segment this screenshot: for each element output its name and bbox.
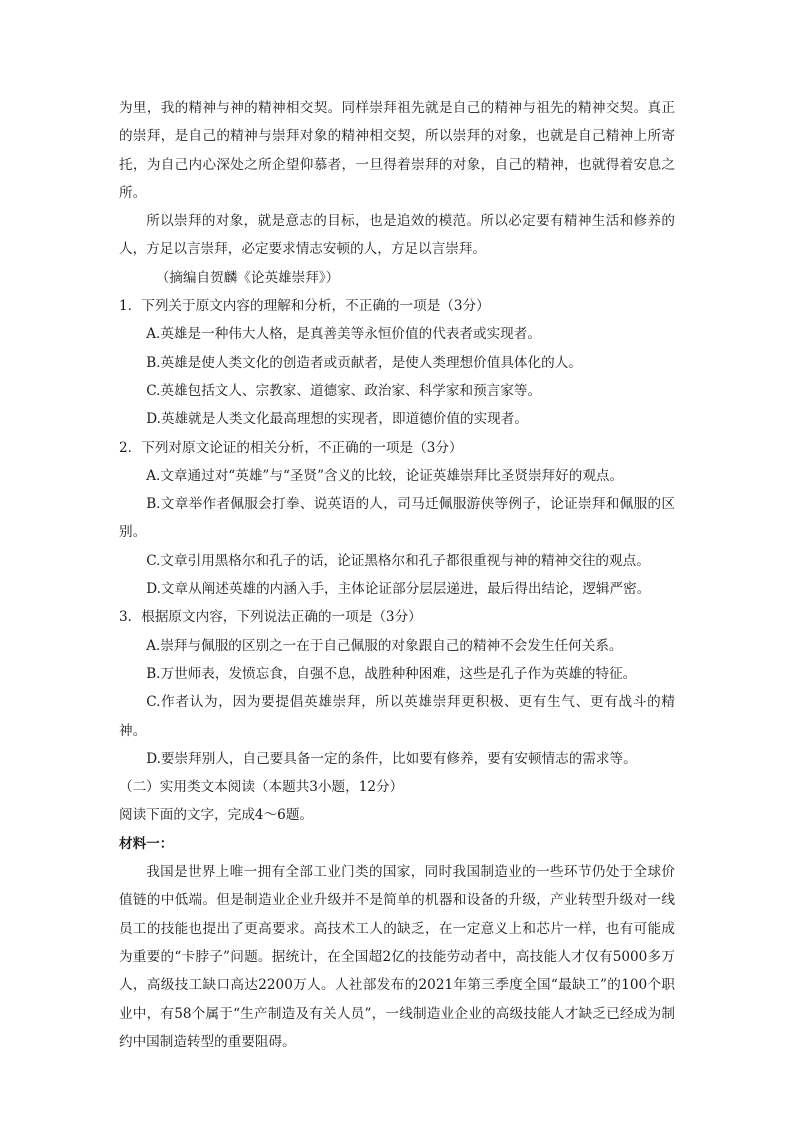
question-3-option-b: B.万世师表，发愤忘食，自强不息，战胜种种困难，这些是孔子作为英雄的特征。 <box>146 665 637 682</box>
material-1-text: 我国是世界上唯一拥有全部工业门类的国家，同时我国制造业的一些环节仍处于全球价值链的中低端。但是制造业企业升级并不是简单的机器和设备的升级，产业转型升级对一线员工的技能也提出了更高要求。高技术工人的缺乏，在一定意义上和芯片一样，也有可能成为重要的“卡脖子”问题。据统计，在全国超2亿的技能劳动者中，高技能人才仅有5000多万人，高级技工缺口高达2200万人。人社部发布的2021年第三季度全国“最缺工”的100个职业中，有58个属于“生产制造及有关人员”，一线制造业企业的高级技能人才缺乏已经成为制约中国制造转型的重要阻碍。 <box>119 864 675 1050</box>
question-1-option-b: B.英雄是使人类文化的创造者或贡献者，是使人类理想价值具体化的人。 <box>146 354 582 371</box>
document-page <box>119 94 675 1056</box>
passage-source: （摘编自贺麟《论英雄崇拜》） <box>155 269 340 286</box>
question-2 <box>119 434 675 604</box>
section-2-instruction: 阅读下面的文字，完成4～6题。 <box>119 807 314 824</box>
question-2-stem: 2．下列对原文论证的相关分析，不正确的一项是（3分） <box>119 439 463 456</box>
question-1-stem: 1．下列关于原文内容的理解和分析，不正确的一项是（3分） <box>119 298 490 315</box>
question-1-option-d: D.英雄就是人类文化最高理想的实现者，即道德价值的实现者。 <box>146 411 528 428</box>
question-2-option-d: D.文章从阐述英雄的内涵入手，主体论证部分层层递进，最后得出结论，逻辑严密。 <box>146 581 651 598</box>
question-2-option-b: B.文章举作者佩服会打拳、说英语的人，司马迁佩服游侠等例子，论证崇拜和佩服的区别。 <box>119 496 675 541</box>
question-1-option-c: C.英雄包括文人、宗教家、道德家、政治家、科学家和预言家等。 <box>146 382 542 399</box>
question-3-option-c: C.作者认为，因为要提倡英雄崇拜，所以英雄崇拜更积极、更有生气、更有战斗的精神。 <box>119 694 675 739</box>
passage-paragraph-2: 所以崇拜的对象，就是意志的目标，也是追效的模范。所以必定要有精神生活和修养的人，方足以言崇拜，必定要求情志安顿的人，方足以言崇拜。 <box>119 213 675 258</box>
question-3-option-a: A.崇拜与佩服的区别之一在于自己佩服的对象跟自己的精神不会发生任何关系。 <box>146 637 623 654</box>
question-1-option-a: A.英雄是一种伟大人格，是真善美等永恒价值的代表者或实现者。 <box>146 326 541 343</box>
question-3-stem: 3．根据原文内容，下列说法正确的一项是（3分） <box>119 609 422 626</box>
question-2-option-a: A.文章通过对“英雄”与“圣贤”含义的比较，论证英雄崇拜比圣贤崇拜好的观点。 <box>146 467 624 484</box>
question-3-option-d: D.要崇拜别人，自己要具备一定的条件，比如要有修养，要有安顿情志的需求等。 <box>146 750 637 767</box>
question-3 <box>119 603 675 773</box>
passage-paragraph-1: 为里，我的精神与神的精神相交契。同样崇拜祖先就是自己的精神与祖先的精神交契。真正的崇拜，是自己的精神与崇拜对象的精神相交契，所以崇拜的对象，也就是自己精神上所寄托，为自己内心深处之所企望仰慕者，一旦得着崇拜的对象，自己的精神，也就得着安息之所。 <box>119 100 675 201</box>
question-2-option-c: C.文章引用黑格尔和孔子的话，论证黑格尔和孔子都很重视与神的精神交往的观点。 <box>146 552 650 569</box>
material-1-label: 材料一： <box>119 835 174 852</box>
section-2-title: （二）实用类文本阅读（本题共3小题，12分） <box>119 779 404 796</box>
question-1 <box>119 292 675 433</box>
